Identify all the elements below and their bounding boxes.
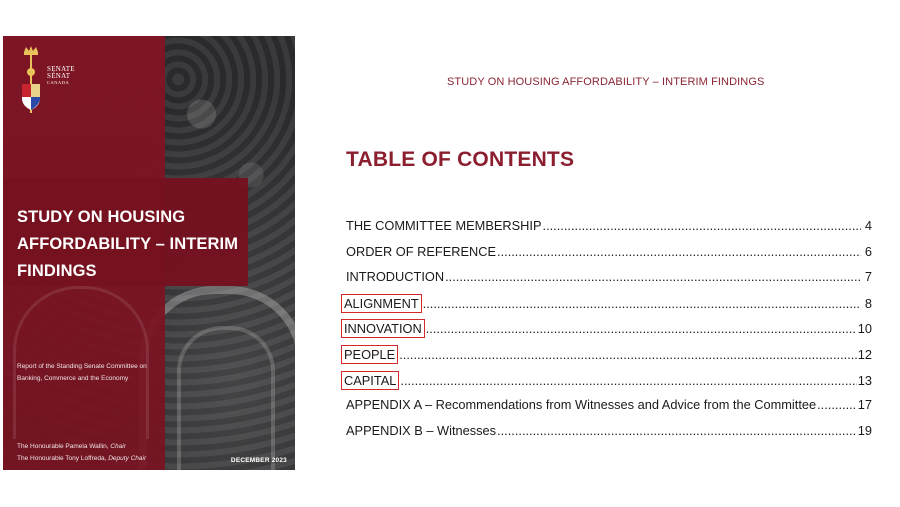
- chair-name: The Honourable Pamela Wallin,: [17, 443, 109, 450]
- report-line: Banking, Commerce and the Economy: [17, 375, 129, 382]
- toc-leader-dots: [445, 269, 861, 284]
- senate-wordmark: [47, 66, 75, 85]
- toc-entry[interactable]: [346, 397, 872, 423]
- cover-title: [17, 204, 247, 285]
- toc-list: [346, 218, 872, 448]
- toc-leader-dots: [543, 218, 861, 233]
- toc-entry[interactable]: [346, 346, 872, 372]
- logo-line-senate: SENATE: [47, 65, 75, 73]
- toc-entry-label-highlighted: INNOVATION: [344, 321, 422, 337]
- deputy-chair-name: The Honourable Tony Loffreda,: [17, 455, 107, 462]
- toc-entry-label: APPENDIX A – Recommendations from Witnesses and Advice from the Committee: [346, 397, 817, 413]
- toc-entry-label: ORDER OF REFERENCE: [346, 243, 497, 259]
- toc-leader-dots: [426, 321, 857, 336]
- toc-entry-page: 6: [864, 243, 872, 259]
- toc-entry-label: THE COMMITTEE MEMBERSHIP: [346, 218, 542, 233]
- deputy-chair-role: Deputy Chair: [108, 455, 147, 462]
- toc-heading: TABLE OF CONTENTS: [346, 148, 575, 171]
- chair-line: [17, 441, 146, 453]
- toc-entry-page: 19: [857, 422, 872, 438]
- chair-role: Chair: [110, 443, 126, 450]
- senate-crest-icon: [19, 44, 43, 116]
- toc-entry-page: 12: [857, 346, 872, 362]
- cover-title-line: FINDINGS: [17, 262, 97, 280]
- toc-entry-page: 8: [864, 295, 872, 311]
- cover-chairs: [17, 441, 146, 465]
- cover-report-description: [17, 361, 177, 385]
- toc-entry[interactable]: [346, 423, 872, 449]
- toc-leader-dots: [817, 397, 857, 412]
- toc-entry-page: 17: [857, 397, 872, 413]
- toc-entry[interactable]: [346, 218, 872, 244]
- toc-entry-page: 4: [864, 218, 872, 233]
- toc-entry-label-highlighted: CAPITAL: [344, 372, 397, 388]
- logo-line-canada: CANADA: [47, 79, 70, 85]
- cover-date: DECEMBER 2023: [230, 457, 287, 464]
- toc-entry[interactable]: [346, 244, 872, 270]
- running-head: STUDY ON HOUSING AFFORDABILITY – INTERIM FINDINGS: [447, 76, 765, 88]
- toc-entry-page: 10: [857, 321, 872, 337]
- toc-entry-label: INTRODUCTION: [346, 269, 445, 285]
- toc-entry[interactable]: [346, 295, 872, 321]
- toc-entry-label: APPENDIX B – Witnesses: [346, 422, 497, 438]
- logo-line-senat: SÉNAT: [47, 72, 71, 81]
- toc-entry-label-highlighted: PEOPLE: [344, 346, 396, 362]
- report-cover: [3, 36, 295, 470]
- toc-entry-page: 13: [857, 372, 872, 388]
- toc-entry-page: 7: [864, 269, 872, 285]
- toc-entry[interactable]: [346, 320, 872, 346]
- toc-entry-label-highlighted: ALIGNMENT: [344, 295, 419, 311]
- cover-title-line: AFFORDABILITY – INTERIM: [17, 235, 239, 253]
- toc-leader-dots: [497, 423, 857, 438]
- cover-arch-window-inner: [177, 326, 275, 470]
- toc-leader-dots: [400, 373, 856, 388]
- cover-title-line: STUDY ON HOUSING: [17, 208, 186, 226]
- toc-leader-dots: [497, 244, 861, 259]
- deputy-chair-line: [17, 453, 146, 465]
- report-line: Report of the Standing Senate Committee on: [17, 363, 147, 370]
- toc-entry[interactable]: [346, 372, 872, 398]
- toc-entry[interactable]: [346, 269, 872, 295]
- toc-leader-dots: [423, 296, 861, 311]
- toc-leader-dots: [399, 347, 857, 362]
